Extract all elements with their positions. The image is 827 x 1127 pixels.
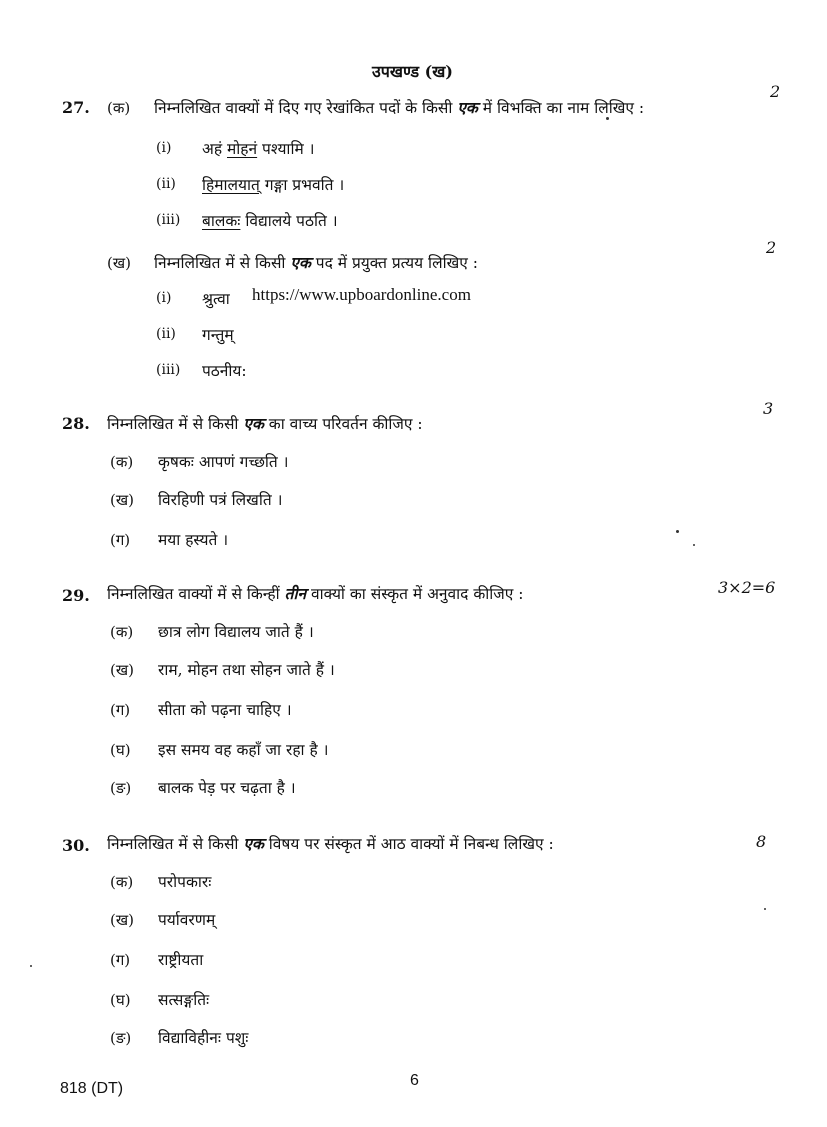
q27b-text-1: निम्नलिखित में से किसी bbox=[154, 254, 286, 272]
q27a-emphasis: एक bbox=[457, 98, 478, 117]
q28-text-1: निम्नलिखित में से किसी bbox=[107, 415, 239, 433]
q30-item-1: परोपकारः bbox=[158, 873, 212, 891]
q30-item-5-label: (ङ) bbox=[110, 1029, 132, 1047]
q27b-emphasis: एक bbox=[290, 253, 311, 272]
q30-item-3-label: (ग) bbox=[110, 951, 131, 969]
q28-marks: 3 bbox=[763, 399, 774, 418]
q30-text-2: विषय पर संस्कृत में आठ वाक्यों में निबन्ध लिखिए : bbox=[268, 835, 554, 853]
q27b-item-2: गन्तुम् bbox=[202, 326, 234, 344]
question-number-28: 28. bbox=[62, 414, 90, 433]
q27a-item-1-underlined: मोहनं bbox=[227, 140, 258, 158]
q30-marks: 8 bbox=[756, 832, 767, 851]
q28-item-1: कृषकः आपणं गच्छति । bbox=[158, 453, 289, 471]
watermark-url[interactable]: https://www.upboardonline.com bbox=[252, 285, 471, 304]
q30-item-2: पर्यावरणम् bbox=[158, 911, 216, 929]
q27b-marks: 2 bbox=[766, 238, 777, 257]
q30-item-2-label: (ख) bbox=[110, 911, 134, 929]
paper-code: 818 (DT) bbox=[60, 1080, 124, 1097]
question-number-27: 27. bbox=[62, 98, 90, 117]
q29-item-5: बालक पेड़ पर चढ़ता है । bbox=[158, 779, 296, 797]
q29-instruction bbox=[107, 582, 523, 604]
q27a-text-1: निम्नलिखित वाक्यों में दिए गए रेखांकित पदों के किसी bbox=[154, 99, 453, 117]
q27b-item-2-roman: (ii) bbox=[156, 326, 176, 342]
q29-item-4-label: (घ) bbox=[110, 741, 131, 759]
q27a-item-1-roman: (i) bbox=[156, 140, 172, 156]
q30-item-5: विद्याविहीनः पशुः bbox=[158, 1029, 249, 1047]
q29-item-1: छात्र लोग विद्यालय जाते हैं । bbox=[158, 623, 314, 641]
q28-item-3: मया हस्यते । bbox=[158, 531, 229, 549]
q27b-item-1: श्रुत्वा bbox=[202, 290, 230, 308]
q27a-item-2-underlined: हिमालयात् bbox=[202, 176, 260, 194]
q30-item-4-label: (घ) bbox=[110, 991, 131, 1009]
q27a-item-3-roman: (iii) bbox=[156, 212, 181, 228]
question-number-29: 29. bbox=[62, 586, 90, 605]
q29-item-2: राम, मोहन तथा सोहन जाते हैं । bbox=[158, 661, 335, 679]
q28-instruction bbox=[107, 412, 423, 434]
q27b-item-3-roman: (iii) bbox=[156, 362, 181, 378]
q30-item-4: सत्सङ्गतिः bbox=[158, 991, 210, 1009]
q27a-item-2 bbox=[202, 173, 344, 195]
q28-emphasis: एक bbox=[243, 414, 264, 433]
q27a-label: (क) bbox=[107, 99, 131, 117]
q27a-item-3-underlined: बालकः bbox=[202, 212, 241, 230]
scan-speck bbox=[693, 544, 695, 546]
q27b-instruction bbox=[154, 251, 478, 273]
q29-item-3-label: (ग) bbox=[110, 701, 131, 719]
q29-item-3: सीता को पढ़ना चाहिए । bbox=[158, 701, 292, 719]
q30-item-1-label: (क) bbox=[110, 873, 134, 891]
q27a-marks: 2 bbox=[770, 82, 781, 101]
question-number-30: 30. bbox=[62, 836, 90, 855]
q28-item-1-label: (क) bbox=[110, 453, 134, 471]
q28-item-3-label: (ग) bbox=[110, 531, 131, 549]
page-number: 6 bbox=[410, 1072, 419, 1089]
q29-item-4: इस समय वह कहाँ जा रहा है । bbox=[158, 741, 329, 759]
q30-item-3: राष्ट्रीयता bbox=[158, 951, 204, 969]
q27a-item-1-pre: अहं bbox=[202, 140, 227, 158]
q30-instruction bbox=[107, 832, 554, 854]
q28-item-2: विरहिणी पत्रं लिखति । bbox=[158, 491, 283, 509]
q29-item-2-label: (ख) bbox=[110, 661, 134, 679]
q29-item-1-label: (क) bbox=[110, 623, 134, 641]
q27a-item-3-post: विद्यालये पठति । bbox=[240, 212, 338, 230]
scan-speck bbox=[764, 908, 766, 910]
q27a-item-2-post: गङ्गा प्रभवति । bbox=[259, 176, 345, 194]
q27b-item-3: पठनीय: bbox=[202, 362, 247, 380]
q30-emphasis: एक bbox=[243, 834, 264, 853]
q29-marks: 3×2=6 bbox=[718, 578, 776, 597]
q27a-item-1 bbox=[202, 137, 315, 159]
q28-text-2: का वाच्य परिवर्तन कीजिए : bbox=[268, 415, 423, 433]
q29-emphasis: तीन bbox=[284, 584, 307, 603]
q28-item-2-label: (ख) bbox=[110, 491, 134, 509]
q27a-text-2: में विभक्ति का नाम लिखिए : bbox=[482, 99, 645, 117]
scan-speck bbox=[606, 117, 609, 120]
q29-text-2: वाक्यों का संस्कृत में अनुवाद कीजिए : bbox=[311, 585, 524, 603]
q27a-item-3 bbox=[202, 209, 338, 231]
q30-text-1: निम्नलिखित में से किसी bbox=[107, 835, 239, 853]
q29-text-1: निम्नलिखित वाक्यों में से किन्हीं bbox=[107, 585, 280, 603]
q27b-label: (ख) bbox=[107, 254, 131, 272]
q27b-text-2: पद में प्रयुक्त प्रत्यय लिखिए : bbox=[315, 254, 478, 272]
q27a-instruction bbox=[154, 96, 644, 118]
q27a-item-2-roman: (ii) bbox=[156, 176, 176, 192]
section-title: उपखण्ड (ख) bbox=[372, 62, 453, 81]
q27b-item-1-roman: (i) bbox=[156, 290, 172, 306]
scan-speck bbox=[676, 530, 679, 533]
q27a-item-1-post: पश्यामि । bbox=[257, 140, 315, 158]
q29-item-5-label: (ङ) bbox=[110, 779, 132, 797]
scan-speck bbox=[30, 965, 32, 967]
